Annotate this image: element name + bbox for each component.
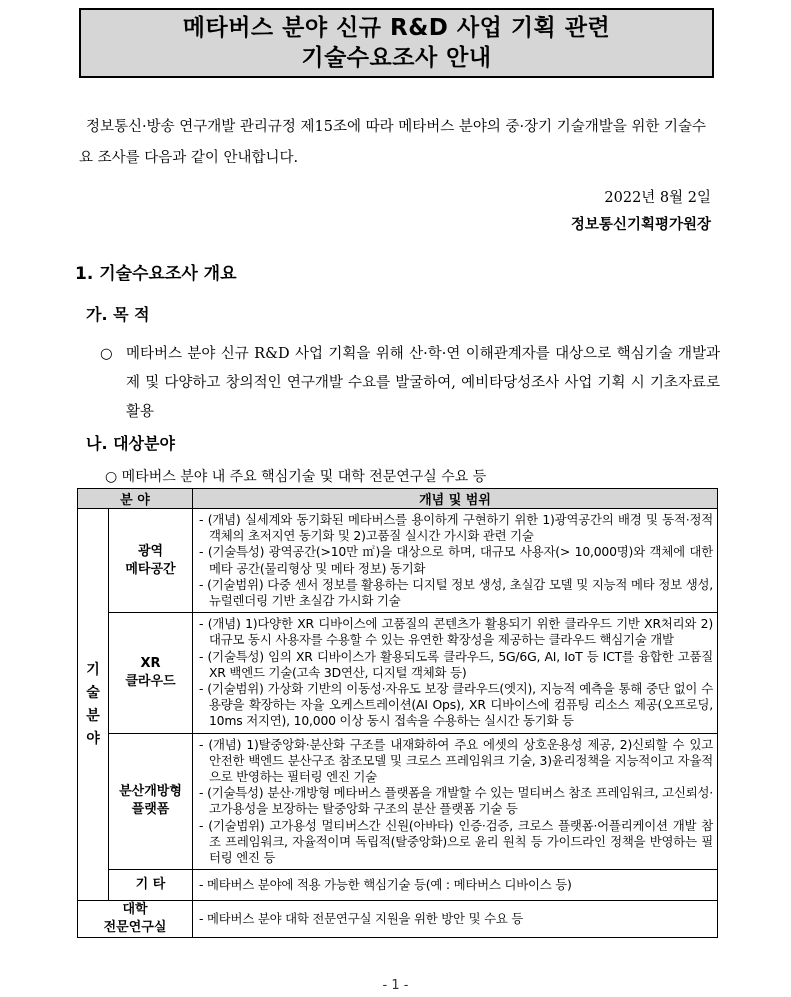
category-cell: 기 타	[109, 870, 193, 901]
tech-demand-table	[77, 488, 718, 938]
table-header-row	[78, 489, 718, 509]
purpose-item	[100, 340, 720, 427]
section-1-heading: 1. 기술수요조사 개요	[75, 264, 237, 284]
tech-field-group-char: 술	[86, 684, 100, 701]
document-title-box	[79, 8, 714, 78]
table-row	[78, 870, 718, 901]
header-concept: 개념 및 범위	[193, 489, 718, 509]
category-cell: 분산개방형 플랫폼	[109, 733, 193, 870]
page-number: - 1 -	[382, 978, 409, 993]
scope-text: ○ 메타버스 분야 내 주요 핵심기술 및 대학 전문연구실 수요 등	[105, 469, 487, 485]
description-cell: - 메타버스 분야에 적용 가능한 핵심기술 등(예 : 메타버스 디바이스 등)	[193, 870, 718, 901]
description-cell: - 메타버스 분야 대학 전문연구실 지원을 위한 방안 및 수요 등	[193, 901, 718, 938]
description-cell: - (개념) 1)탈중앙화·분산화 구조를 내재화하여 주요 에셋의 상호운용성 제공, 2)신뢰할 수 있고 안전한 백엔드 분산구조 참조모델 및 크로스 프레임워크 기술, 3)윤리정책을 지능적이고 자율적으로 반영하는 필터링 엔진 기술 - (기술특성) 분산·개방형 메타버스 플랫폼을 개발할 수 있는 멀티버스 참조 프레임워크, 고신뢰성·고가용성을 보장하는 탈중앙화 구조의 분산 플랫폼 기술 등 - (기술범위) 고가용성 멀티버스간 신원(아바타) 인증·검증, 크로스 플랫폼·어플리케이션 개발 참조 프레임워크, 자율적이며 독립적(탈중앙화)으로 윤리 원칙 등 가이드라인 정책을 반영하는 필터링 엔진 등	[193, 733, 718, 870]
purpose-heading: 가. 목 적	[86, 305, 150, 324]
tech-field-group-label	[78, 659, 108, 751]
category-cell: 광역 메타공간	[109, 509, 193, 613]
title-line-2: 기술수요조사 안내	[301, 45, 492, 71]
tech-field-group-char: 분	[86, 707, 100, 724]
issuing-organization: 정보통신기획평가원장	[570, 216, 711, 233]
category-cell: 대학 전문연구실	[78, 901, 193, 938]
table-row	[78, 733, 718, 870]
table-row	[78, 509, 718, 613]
table-row	[78, 901, 718, 938]
scope-heading: 나. 대상분야	[86, 434, 175, 453]
table-row	[78, 613, 718, 733]
category-cell: XR 클라우드	[109, 613, 193, 733]
title-line-1: 메타버스 분야 신규 R&D 사업 기획 관련	[182, 15, 611, 41]
tech-field-group-cell	[78, 509, 109, 901]
intro-paragraph: 정보통신·방송 연구개발 관리규정 제15조에 따라 메타버스 분야의 중·장기 기술개발을 위한 기술수요 조사를 다음과 같이 안내합니다.	[79, 119, 707, 166]
bullet-circle: ○	[100, 346, 113, 362]
purpose-text: 메타버스 분야 신규 R&D 사업 기획을 위해 산·학·연 이해관계자를 대상으로 핵심기술 개발과제 및 다양하고 창의적인 연구개발 수요를 발굴하여, 예비타당성조사 사업 기획 시 기초자료로 활용	[126, 346, 720, 420]
description-cell: - (개념) 1)다양한 XR 디바이스에 고품질의 콘텐츠가 활용되기 위한 클라우드 기반 XR처리와 2)대규모 동시 사용자를 수용할 수 있는 유연한 확장성을 제공하는 클라우드 핵심기술 개발 - (기술특성) 임의 XR 디바이스가 활용되도록 클라우드, 5G/6G, AI, IoT 등 ICT를 융합한 고품질 XR 백엔드 기술(고속 3D연산, 디지털 객체화 등) - (기술범위) 가상화 기반의 이동성·자유도 보장 클라우드(엣지), 지능적 예측을 통해 중단 없이 수용량을 확장하는 자율 오케스트레이션(AI Ops), XR 디바이스에 컴퓨팅 리소스 제공(오프로딩, 10ms 저지연), 10,000 이상 동시 접속을 수용하는 실시간 동기화 등	[193, 613, 718, 733]
notice-date: 2022년 8월 2일	[604, 190, 711, 206]
header-field: 분 야	[78, 489, 193, 509]
description-cell: - (개념) 실세계와 동기화된 메타버스를 용이하게 구현하기 위한 1)광역공간의 배경 및 동적·정적 객체의 초저지연 동기화 및 2)고품질 실시간 가시화 관련 기술 - (기술특성) 광역공간(>10만 ㎡)을 대상으로 하며, 대규모 사용자(> 10,000명)와 객체에 대한 메타 공간(물리형상 및 메타 정보) 동기화 - (기술범위) 다중 센서 정보를 활용하는 디지털 정보 생성, 초실감 모델 및 지능적 메타 정보 생성, 뉴럴렌더링 기반 초실감 가시화 기술	[193, 509, 718, 613]
tech-field-group-char: 기	[86, 661, 100, 678]
tech-field-group-char: 야	[86, 730, 100, 747]
